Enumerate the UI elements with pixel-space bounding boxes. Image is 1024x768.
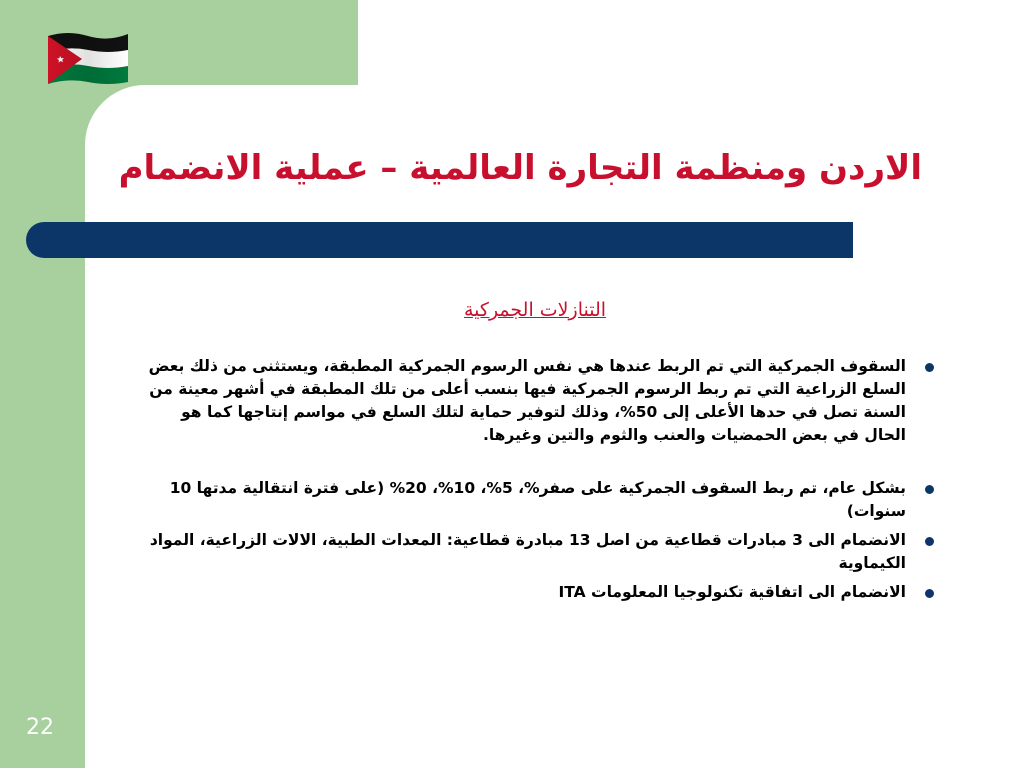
slide-title: الاردن ومنظمة التجارة العالمية – عملية الانضمام [118,148,922,188]
list-item [144,581,934,604]
title-underline-bar [26,222,853,258]
bullet-text: الانضمام الى 3 مبادرات قطاعية من اصل 13 مبادرة قطاعية: المعدات الطبية، الالات الزراعية، المواد الكيماوية [149,531,906,572]
list-item [144,355,934,447]
page-number: 22 [26,715,54,740]
jordan-flag-icon [44,28,130,88]
list-item [144,477,934,523]
bullet-list [144,355,934,610]
bullet-dot-icon [925,363,934,372]
list-item [144,529,934,575]
section-subtitle: التنازلات الجمركية [463,299,607,321]
white-top-area [358,0,1024,90]
bullet-dot-icon [925,589,934,598]
bullet-text: السقوف الجمركية التي تم الربط عندها هي نفس الرسوم الجمركية المطبقة، ويستثنى من ذلك بعض السلع الزراعية التي تم ربط الرسوم الجمركية فيها بنسب أعلى من تلك المطبقة في أشهر معينة من السنة تصل في حدها الأعلى إلى 50%، وذلك لتوفير حماية لتلك السلع في مواسم إنتاجها كما هو الحال في بعض الحمضيات والعنب والثوم والتين وغيرها. [148,357,906,444]
bullet-dot-icon [925,537,934,546]
green-left-band [0,0,85,768]
bullet-text: الانضمام الى اتفاقية تكنولوجيا المعلومات ITA [558,583,906,601]
bullet-dot-icon [925,485,934,494]
bullet-text: بشكل عام، تم ربط السقوف الجمركية على صفر%، 5%، 10%، 20% (على فترة انتقالية مدتها 10 سنوات) [169,479,906,520]
